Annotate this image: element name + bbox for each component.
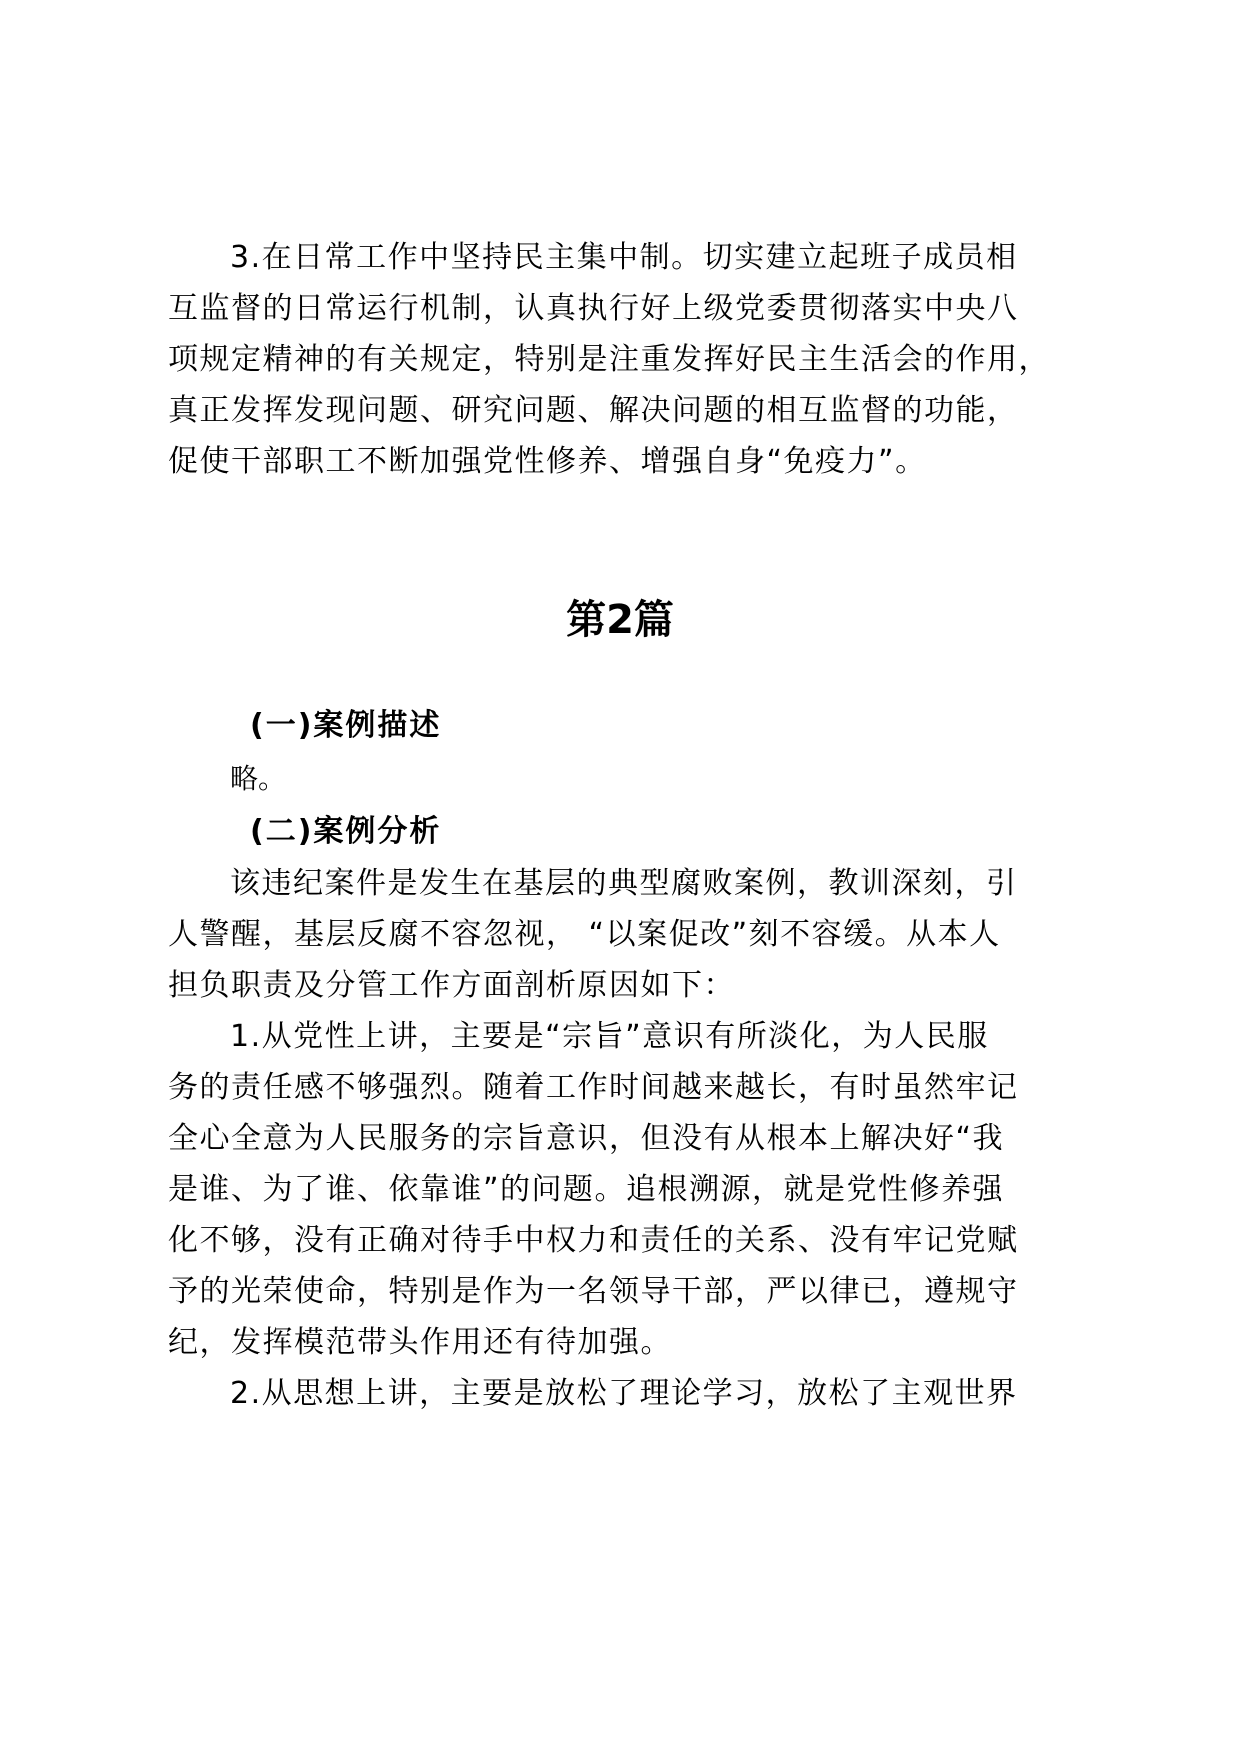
- point-1-paragraph: [168, 1011, 1088, 1368]
- omitted-text: 略。: [230, 762, 287, 795]
- point-2-paragraph: [168, 1368, 1088, 1419]
- paragraph-line: 该违纪案件是发生在基层的典型腐败案例，教训深刻，引: [230, 866, 1018, 901]
- section-1-paragraph: [168, 232, 1088, 487]
- paragraph-line: 2.从思想上讲，主要是放松了理论学习，放松了主观世界: [230, 1376, 1018, 1411]
- paragraph-line: 纪，发挥模范带头作用还有待加强。: [168, 1325, 672, 1360]
- paragraph-line: 真正发挥发现问题、研究问题、解决问题的相互监督的功能，: [168, 393, 1019, 428]
- subheading-case-description: (一)案例描述: [250, 708, 442, 743]
- paragraph-line: 担负职责及分管工作方面剖析原因如下：: [168, 968, 735, 1003]
- paragraph-line: 全心全意为人民服务的宗旨意识，但没有从根本上解决好“我: [168, 1121, 1005, 1156]
- paragraph-line: 1.从党性上讲，主要是“宗旨”意识有所淡化，为人民服: [230, 1019, 989, 1054]
- analysis-paragraph: [168, 858, 1088, 1011]
- paragraph-line: 3.在日常工作中坚持民主集中制。切实建立起班子成员相: [230, 240, 1018, 275]
- paragraph-line: 是谁、为了谁、依靠谁”的问题。追根溯源，就是党性修养强: [168, 1172, 1005, 1207]
- paragraph-line: 予的光荣使命，特别是作为一名领导干部，严以律已，遵规守: [168, 1274, 1019, 1309]
- paragraph-line: 化不够，没有正确对待手中权力和责任的关系、没有牢记党赋: [168, 1223, 1019, 1258]
- paragraph-line: 务的责任感不够强烈。随着工作时间越来越长，有时虽然牢记: [168, 1070, 1019, 1105]
- paragraph-line: 促使干部职工不断加强党性修养、增强自身“免疫力”。: [168, 444, 927, 479]
- subheading-case-analysis: (二)案例分析: [250, 814, 442, 849]
- paragraph-line: 项规定精神的有关规定，特别是注重发挥好民主生活会的作用，: [168, 342, 1050, 377]
- paragraph-line: 人警醒，基层反腐不容忽视， “以案促改”刻不容缓。从本人: [168, 917, 1001, 952]
- paragraph-line: 互监督的日常运行机制，认真执行好上级党委贯彻落实中央八: [168, 291, 1019, 326]
- chapter-title: 第2篇: [566, 597, 674, 643]
